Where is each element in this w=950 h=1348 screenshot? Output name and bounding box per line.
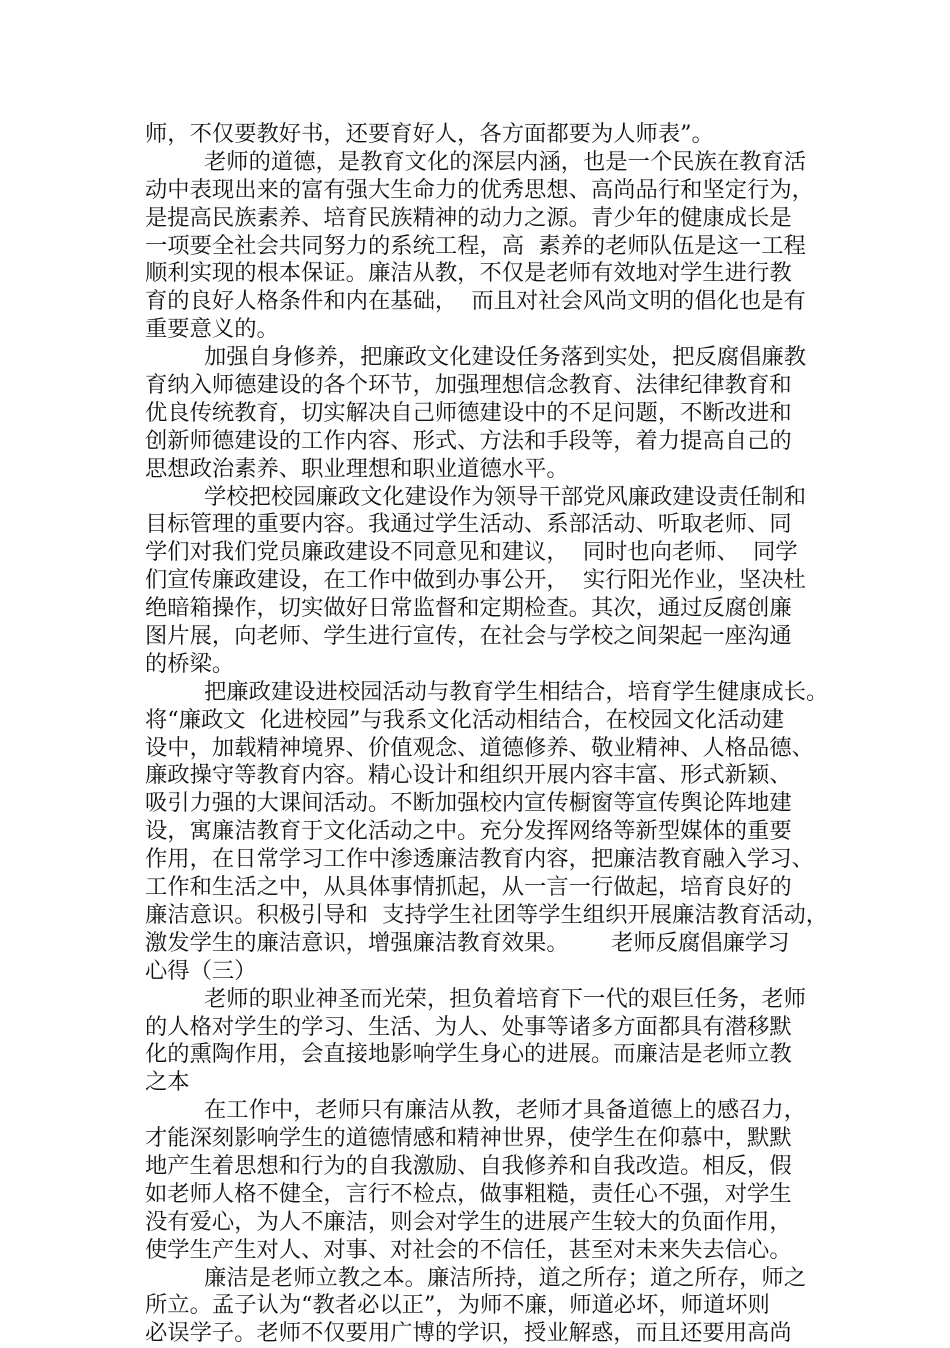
text-line: 育纳入师德建设的各个环节，加强理想信念教育、法律纪律教育和 (145, 372, 792, 399)
text-line: 工作和生活之中，从具体事情抓起，从一言一行做起，培育良好的 (145, 874, 792, 901)
text-line: 老师的职业神圣而光荣，担负着培育下一代的艰巨任务，老师 (204, 985, 807, 1012)
text-line: 廉政操守等教育内容。精心设计和组织开展内容丰富、形式新颖、 (145, 762, 792, 789)
text-line: 顺利实现的根本保证。廉洁从教，不仅是老师有效地对学生进行教 (145, 260, 792, 287)
document-body (145, 121, 829, 1348)
text-line: 廉洁意识。积极引导和 支持学生社团等学生组织开展廉洁教育活动， (145, 901, 829, 928)
text-line: 所立。孟子认为“教者必以正”，为师不廉，师道必坏，师道坏则 (145, 1292, 770, 1319)
text-line: 学校把校园廉政文化建设作为领导干部党风廉政建设责任制和 (204, 483, 807, 510)
text-line: 动中表现出来的富有强大生命力的优秀思想、高尚品行和坚定行为， (145, 176, 814, 203)
text-line: 把廉政建设进校园活动与教育学生相结合，培育学生健康成长。 (204, 678, 829, 705)
text-line: 吸引力强的大课间活动。不断加强校内宣传橱窗等宣传舆论阵地建 (145, 790, 792, 817)
text-line: 的桥梁。 (145, 650, 235, 677)
text-line: 师，不仅要教好书，还要育好人，各方面都要为人师表”。 (145, 121, 714, 147)
text-line: 育的良好人格条件和内在基础， 而且对社会风尚文明的倡化也是有 (145, 288, 806, 315)
text-line: 必误学子。老师不仅要用广博的学识，授业解惑，而且还要用高尚 (145, 1320, 792, 1347)
text-line: 才能深刻影响学生的道德情感和精神世界，使学生在仰慕中，默默 (145, 1125, 792, 1152)
text-line: 将“廉政文 化进校园”与我系文化活动相结合，在校园文化活动建 (145, 706, 784, 733)
text-line: 绝暗箱操作，切实做好日常监督和定期检查。其次，通过反腐创廉 (145, 595, 792, 622)
text-line: 学们对我们党员廉政建设不同意见和建议， 同时也向老师、 同学 (145, 539, 798, 566)
text-line: 廉洁是老师立教之本。廉洁所持，道之所存；道之所存，师之 (204, 1264, 807, 1291)
text-line: 设中，加载精神境界、价值观念、道德修养、敬业精神、人格品德、 (145, 734, 814, 761)
text-line: 地产生着思想和行为的自我激励、自我修养和自我改造。相反，假 (145, 1152, 792, 1179)
text-line: 激发学生的廉洁意识，增强廉洁教育效果。 老师反腐倡廉学习 (145, 929, 790, 956)
text-line: 化的熏陶作用，会直接地影响学生身心的进展。而廉洁是老师立教 (145, 1041, 792, 1068)
text-line: 作用，在日常学习工作中渗透廉洁教育内容，把廉洁教育融入学习、 (145, 846, 814, 873)
text-line: 之本 (145, 1069, 190, 1096)
text-line: 一项要全社会共同努力的系统工程，高 素养的老师队伍是这一工程 (145, 232, 806, 259)
text-line: 如老师人格不健全，言行不检点，做事粗糙，责任心不强，对学生 (145, 1180, 792, 1207)
text-line: 使学生产生对人、对事、对社会的不信任，甚至对未来失去信心。 (145, 1236, 792, 1263)
text-line: 老师的道德，是教育文化的深层内涵，也是一个民族在教育活 (204, 148, 807, 175)
text-line: 是提高民族素养、培育民族精神的动力之源。青少年的健康成长是 (145, 204, 792, 231)
text-line: 优良传统教育，切实解决自己师德建设中的不足问题，不断改进和 (145, 399, 792, 426)
text-line: 目标管理的重要内容。我通过学生活动、系部活动、听取老师、同 (145, 511, 792, 538)
text-line: 加强自身修养，把廉政文化建设任务落到实处，把反腐倡廉教 (204, 344, 807, 371)
text-line: 们宣传廉政建设，在工作中做到办事公开， 实行阳光作业，坚决杜 (145, 567, 806, 594)
text-line: 图片展，向老师、学生进行宣传，在社会与学校之间架起一座沟通 (145, 623, 792, 650)
text-line: 思想政治素养、职业理想和职业道德水平。 (145, 455, 569, 482)
text-line: 创新师德建设的工作内容、形式、方法和手段等，着力提高自己的 (145, 427, 792, 454)
text-line: 设，寓廉洁教育于文化活动之中。充分发挥网络等新型媒体的重要 (145, 818, 792, 845)
text-line: 心得（三） (145, 957, 257, 984)
text-line: 没有爱心，为人不廉洁，则会对学生的进展产生较大的负面作用， (145, 1208, 792, 1235)
text-line: 重要意义的。 (145, 316, 279, 343)
text-line: 的人格对学生的学习、生活、为人、处事等诸多方面都具有潜移默 (145, 1013, 792, 1040)
text-line: 在工作中，老师只有廉洁从教，老师才具备道德上的感召力， (204, 1097, 807, 1124)
